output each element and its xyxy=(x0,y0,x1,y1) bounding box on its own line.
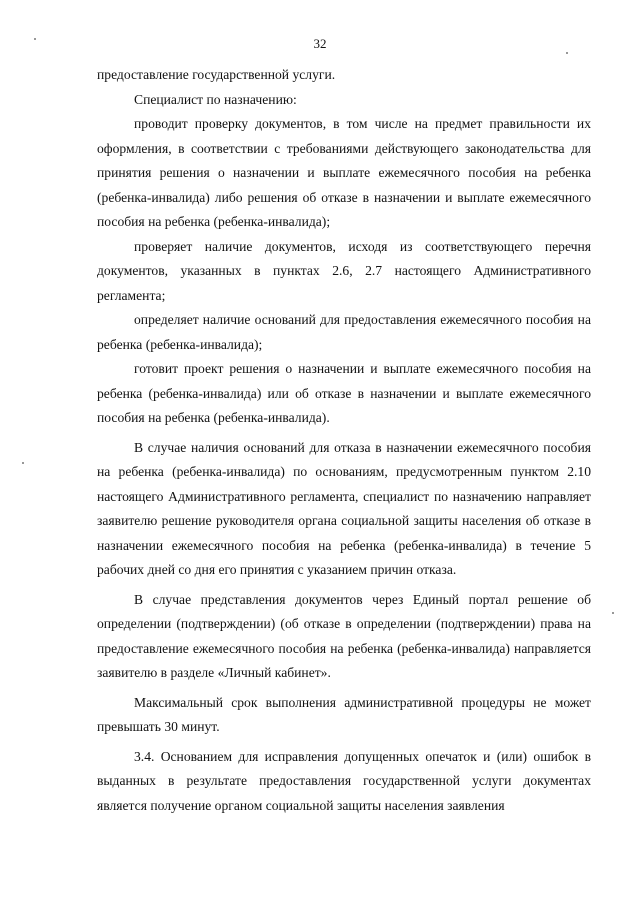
paragraph: готовит проект решения о назначении и выплате ежемесячного пособия на ребенка (ребенка-инвалида) или об отказе в назначении и выплате ежемесячного пособия на ребенка (ребенка-инвалида). xyxy=(97,361,591,425)
paragraph: предоставление государственной услуги. xyxy=(97,67,336,82)
scan-speck xyxy=(612,612,614,614)
scan-speck xyxy=(34,38,36,40)
paragraph: проводит проверку документов, в том числе на предмет правильности их оформления, в соответствии с требованиями действующего законодательства для принятия решения о назначении и выплате ежемесячного пособия на ребенка (ребенка-инвалида) либо решения об отказе в назначении и выплате ежемесячного пособия на ребенка (ребенка-инвалида); xyxy=(97,116,591,229)
paragraph: В случае представления документов через Единый портал решение об определении (подтверждении) (об отказе в определении (подтверждении) права на предоставление ежемесячного пособия на ребенка (ребенка-инвалида) направляется заявителю в разделе «Личный кабинет». xyxy=(97,591,591,680)
scan-speck xyxy=(566,52,568,54)
page-body xyxy=(97,63,591,818)
paragraph: определяет наличие оснований для предоставления ежемесячного пособия на ребенка (ребенка-инвалида); xyxy=(97,312,591,352)
paragraph: 3.4. Основанием для исправления допущенных опечаток и (или) ошибок в выданных в результате предоставления государственной услуги документах является получение органом социальной защиты населения заявления xyxy=(97,748,591,813)
paragraph: Специалист по назначению: xyxy=(134,91,297,107)
paragraph: проверяет наличие документов, исходя из соответствующего перечня документов, указанных в пунктах 2.6, 2.7 настоящего Административного регламента; xyxy=(97,238,591,303)
paragraph: Максимальный срок выполнения административной процедуры не может превышать 30 минут. xyxy=(97,694,591,734)
page-number: 32 xyxy=(313,36,327,51)
paragraph: В случае наличия оснований для отказа в назначении ежемесячного пособия на ребенка (ребенка-инвалида) по основаниям, предусмотренным пунктом 2.10 настоящего Административного регламента, специалист по назначению направляет заявителю решение руководителя органа социальной защиты населения об отказе в назначении ежемесячного пособия на ребенка (ребенка-инвалида) в течение 5 рабочих дней со дня его принятия с указанием причин отказа. xyxy=(97,439,591,577)
scan-speck xyxy=(22,462,24,464)
